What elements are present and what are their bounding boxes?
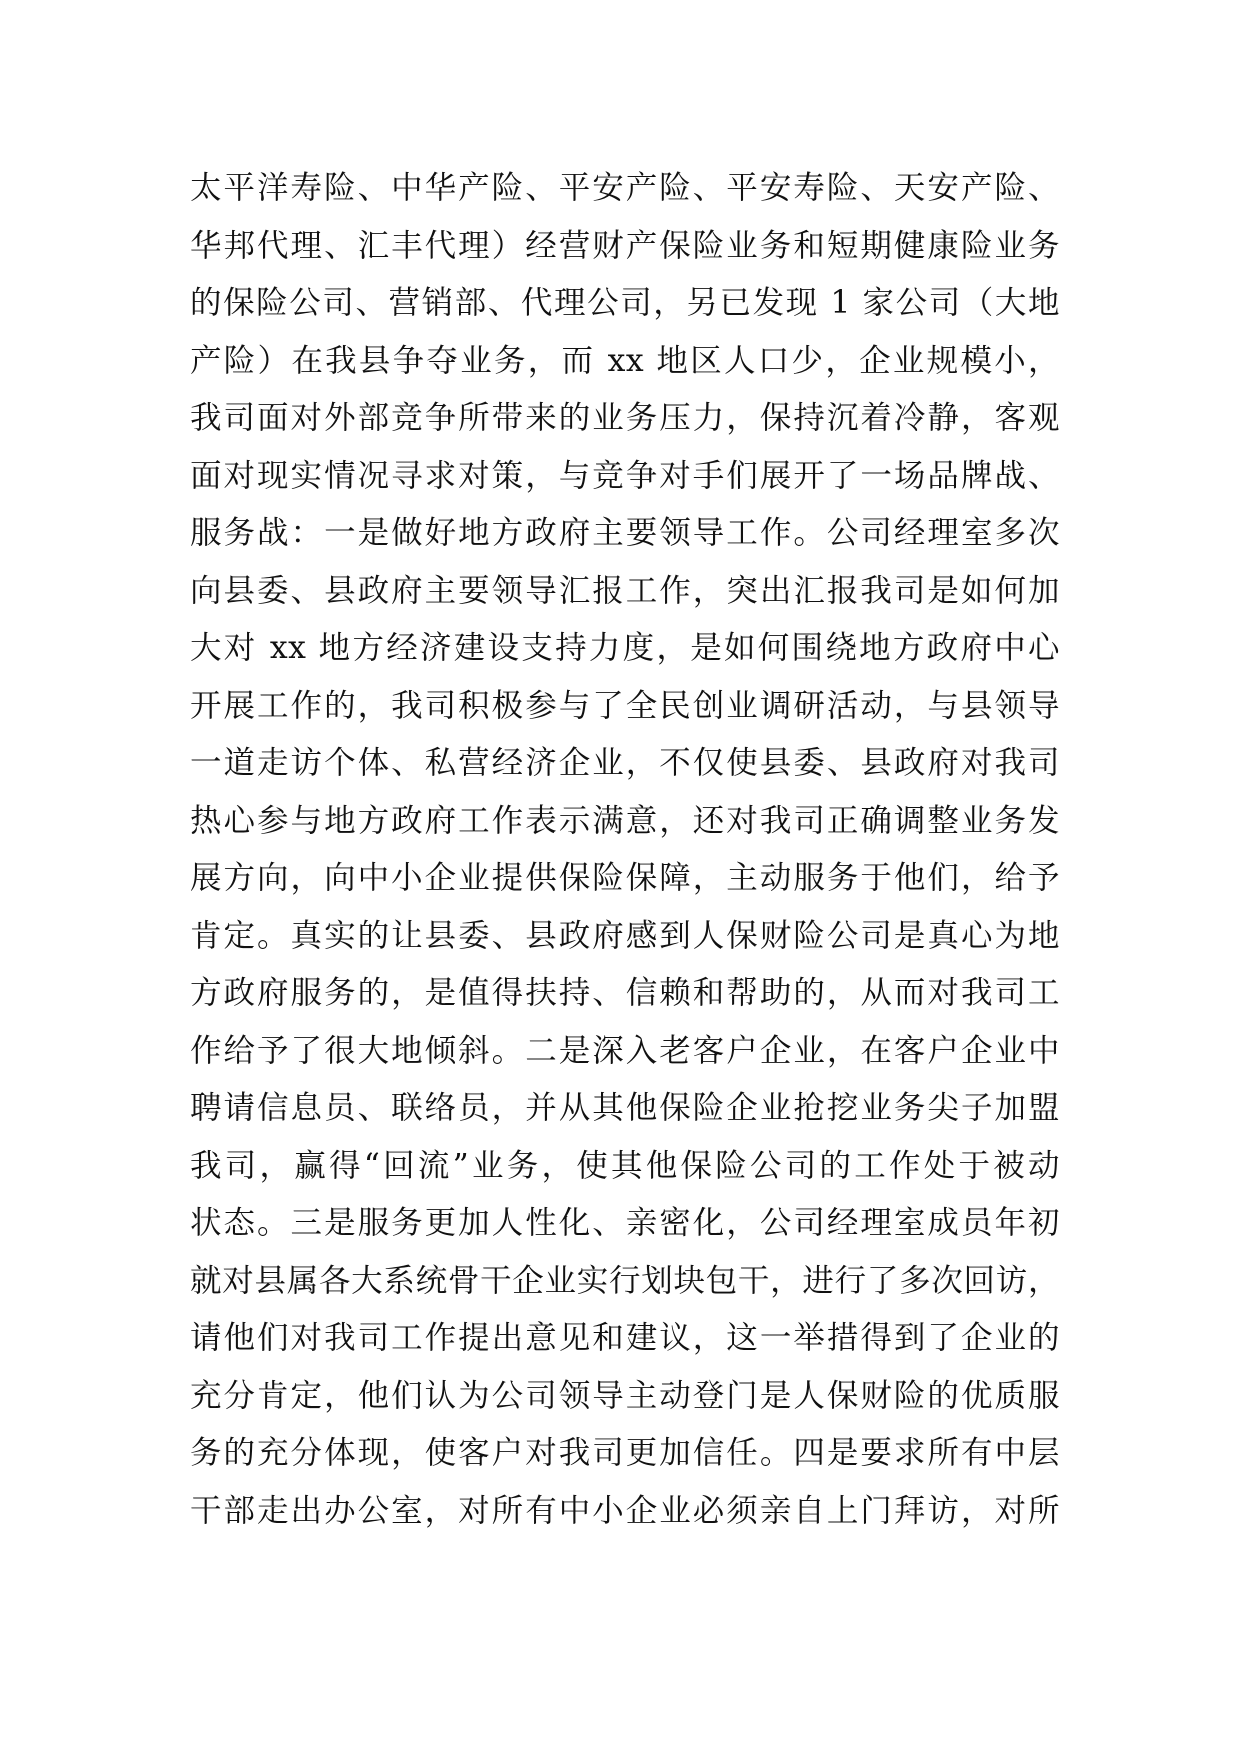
text-line: 就对县属各大系统骨干企业实行划块包干，进行了多次回访， [190,1262,1060,1299]
text-line: 展方向，向中小企业提供保险保障，主动服务于他们，给予 [190,860,1060,896]
text-line: 大对 xx 地方经济建设支持力度，是如何围绕地方政府中心 [190,630,1060,666]
text-line: 我司面对外部竞争所带来的业务压力，保持沉着冷静，客观 [190,400,1060,436]
text-line: 产险）在我县争夺业务，而 xx 地区人口少，企业规模小， [190,342,1060,379]
text-line: 太平洋寿险、中华产险、平安产险、平安寿险、天安产险、 [190,170,1060,206]
text-line: 状态。三是服务更加人性化、亲密化，公司经理室成员年初 [190,1205,1060,1241]
body-text [190,160,1060,1540]
text-line: 方政府服务的，是值得扶持、信赖和帮助的，从而对我司工 [190,975,1060,1011]
text-line: 服务战：一是做好地方政府主要领导工作。公司经理室多次 [190,515,1060,551]
text-line: 向县委、县政府主要领导汇报工作，突出汇报我司是如何加 [190,572,1060,609]
text-line: 的保险公司、营销部、代理公司，另已发现 1 家公司（大地 [190,285,1060,321]
text-line: 聘请信息员、联络员，并从其他保险企业抢挖业务尖子加盟 [190,1090,1060,1126]
text-line: 作给予了很大地倾斜。二是深入老客户企业，在客户企业中 [190,1032,1060,1069]
text-line: 务的充分体现，使客户对我司更加信任。四是要求所有中层 [190,1435,1060,1471]
text-line: 面对现实情况寻求对策，与竞争对手们展开了一场品牌战、 [190,457,1060,494]
text-line: 肯定。真实的让县委、县政府感到人保财险公司是真心为地 [190,917,1060,954]
text-line: 华邦代理、汇丰代理）经营财产保险业务和短期健康险业务 [190,227,1060,264]
text-line: 干部走出办公室，对所有中小企业必须亲自上门拜访，对所 [190,1492,1060,1529]
text-line: 开展工作的，我司积极参与了全民创业调研活动，与县领导 [190,687,1060,724]
text-line: 请他们对我司工作提出意见和建议，这一举措得到了企业的 [190,1320,1060,1356]
text-line: 充分肯定，他们认为公司领导主动登门是人保财险的优质服 [190,1377,1060,1414]
text-line: 一道走访个体、私营经济企业，不仅使县委、县政府对我司 [190,745,1060,781]
text-line: 热心参与地方政府工作表示满意，还对我司正确调整业务发 [190,802,1060,839]
text-line: 我司，赢得“回流”业务，使其他保险公司的工作处于被动 [190,1147,1060,1184]
